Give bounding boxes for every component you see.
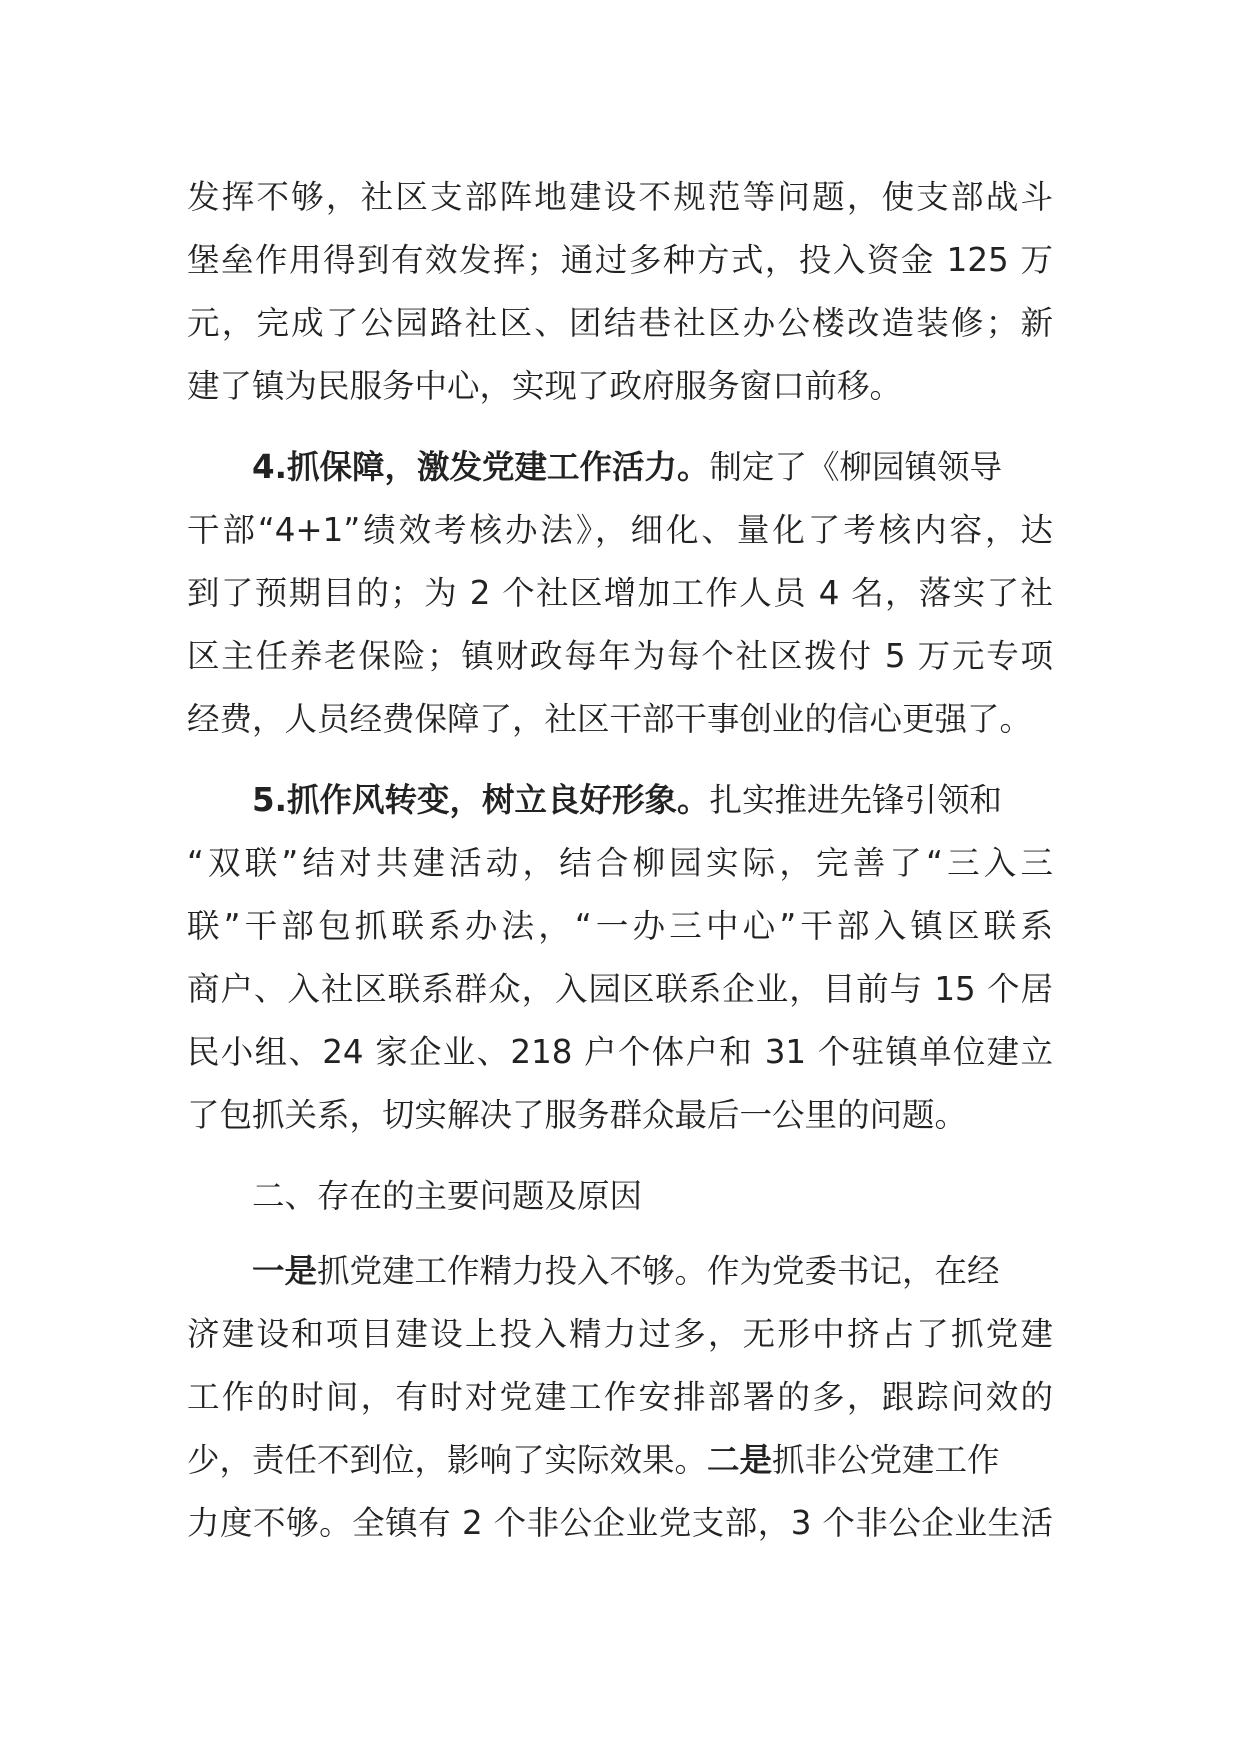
section-heading-bold: 4.抓保障，激发党建工作活力。	[252, 448, 710, 486]
text-line	[187, 1429, 1053, 1492]
text-line: 发挥不够，社区支部阵地建设不规范等问题，使支部战斗	[187, 178, 1053, 216]
text-line: 民小组、24 家企业、218 户个体户和 31 个驻镇单位建立	[187, 1033, 1053, 1071]
paragraph-gap	[187, 1147, 1053, 1165]
text-line: 工作的时间，有时对党建工作安排部署的多，跟踪问效的	[187, 1378, 1053, 1416]
text-line: 干部“4+1”绩效考核办法》，细化、量化了考核内容，达	[187, 511, 1053, 549]
text-line: 建了镇为民服务中心，实现了政府服务窗口前移。	[187, 367, 903, 405]
text-run: 抓党建工作精力投入不够。作为党委书记，在经	[317, 1252, 1000, 1290]
section-heading-bold: 5.抓作风转变，树立良好形象。	[252, 781, 710, 819]
heading-text: 二、存在的主要问题及原因	[252, 1177, 643, 1215]
point-lead-bold: 一是	[252, 1252, 318, 1290]
text-run: 扎实推进先锋引领和	[709, 781, 1002, 819]
paragraph-gap	[187, 418, 1053, 436]
paragraph-gap	[187, 1228, 1053, 1240]
text-line: 联”干部包抓联系办法，“一办三中心”干部入镇区联系	[187, 907, 1053, 945]
paragraph-work-style	[187, 769, 1053, 1147]
text-run: 少，责任不到位，影响了实际效果。	[187, 1441, 708, 1479]
document-body	[187, 166, 1053, 1555]
text-line: 济建设和项目建设上投入精力过多，无形中挤占了抓党建	[187, 1315, 1053, 1353]
text-line: 了包抓关系，切实解决了服务群众最后一公里的问题。	[187, 1096, 968, 1134]
text-line: 元，完成了公园路社区、团结巷社区办公楼改造装修；新	[187, 304, 1053, 342]
text-line: 到了预期目的；为 2 个社区增加工作人员 4 名，落实了社	[187, 574, 1053, 612]
text-line: 区主任养老保险；镇财政每年为每个社区拨付 5 万元专项	[187, 637, 1053, 675]
paragraph-problems	[187, 1240, 1053, 1555]
text-line: 力度不够。全镇有 2 个非公企业党支部，3 个非公企业生活	[187, 1504, 1053, 1542]
text-line: “双联”结对共建活动，结合柳园实际，完善了“三入三	[187, 844, 1053, 882]
text-line: 经费，人员经费保障了，社区干部干事创业的信心更强了。	[187, 700, 1033, 738]
text-line	[187, 769, 1053, 832]
section-heading	[187, 1165, 1053, 1228]
point-lead-bold: 二是	[707, 1441, 773, 1479]
paragraph-continuation	[187, 166, 1053, 418]
paragraph-guarantee	[187, 436, 1053, 751]
text-line: 堡垒作用得到有效发挥；通过多种方式，投入资金 125 万	[187, 241, 1053, 279]
text-run: 制定了《柳园镇领导	[709, 448, 1002, 486]
text-run: 抓非公党建工作	[772, 1441, 1000, 1479]
paragraph-gap	[187, 751, 1053, 769]
text-line: 商户、入社区联系群众，入园区联系企业，目前与 15 个居	[187, 970, 1053, 1008]
text-line	[187, 436, 1053, 499]
text-line	[187, 1240, 1053, 1303]
